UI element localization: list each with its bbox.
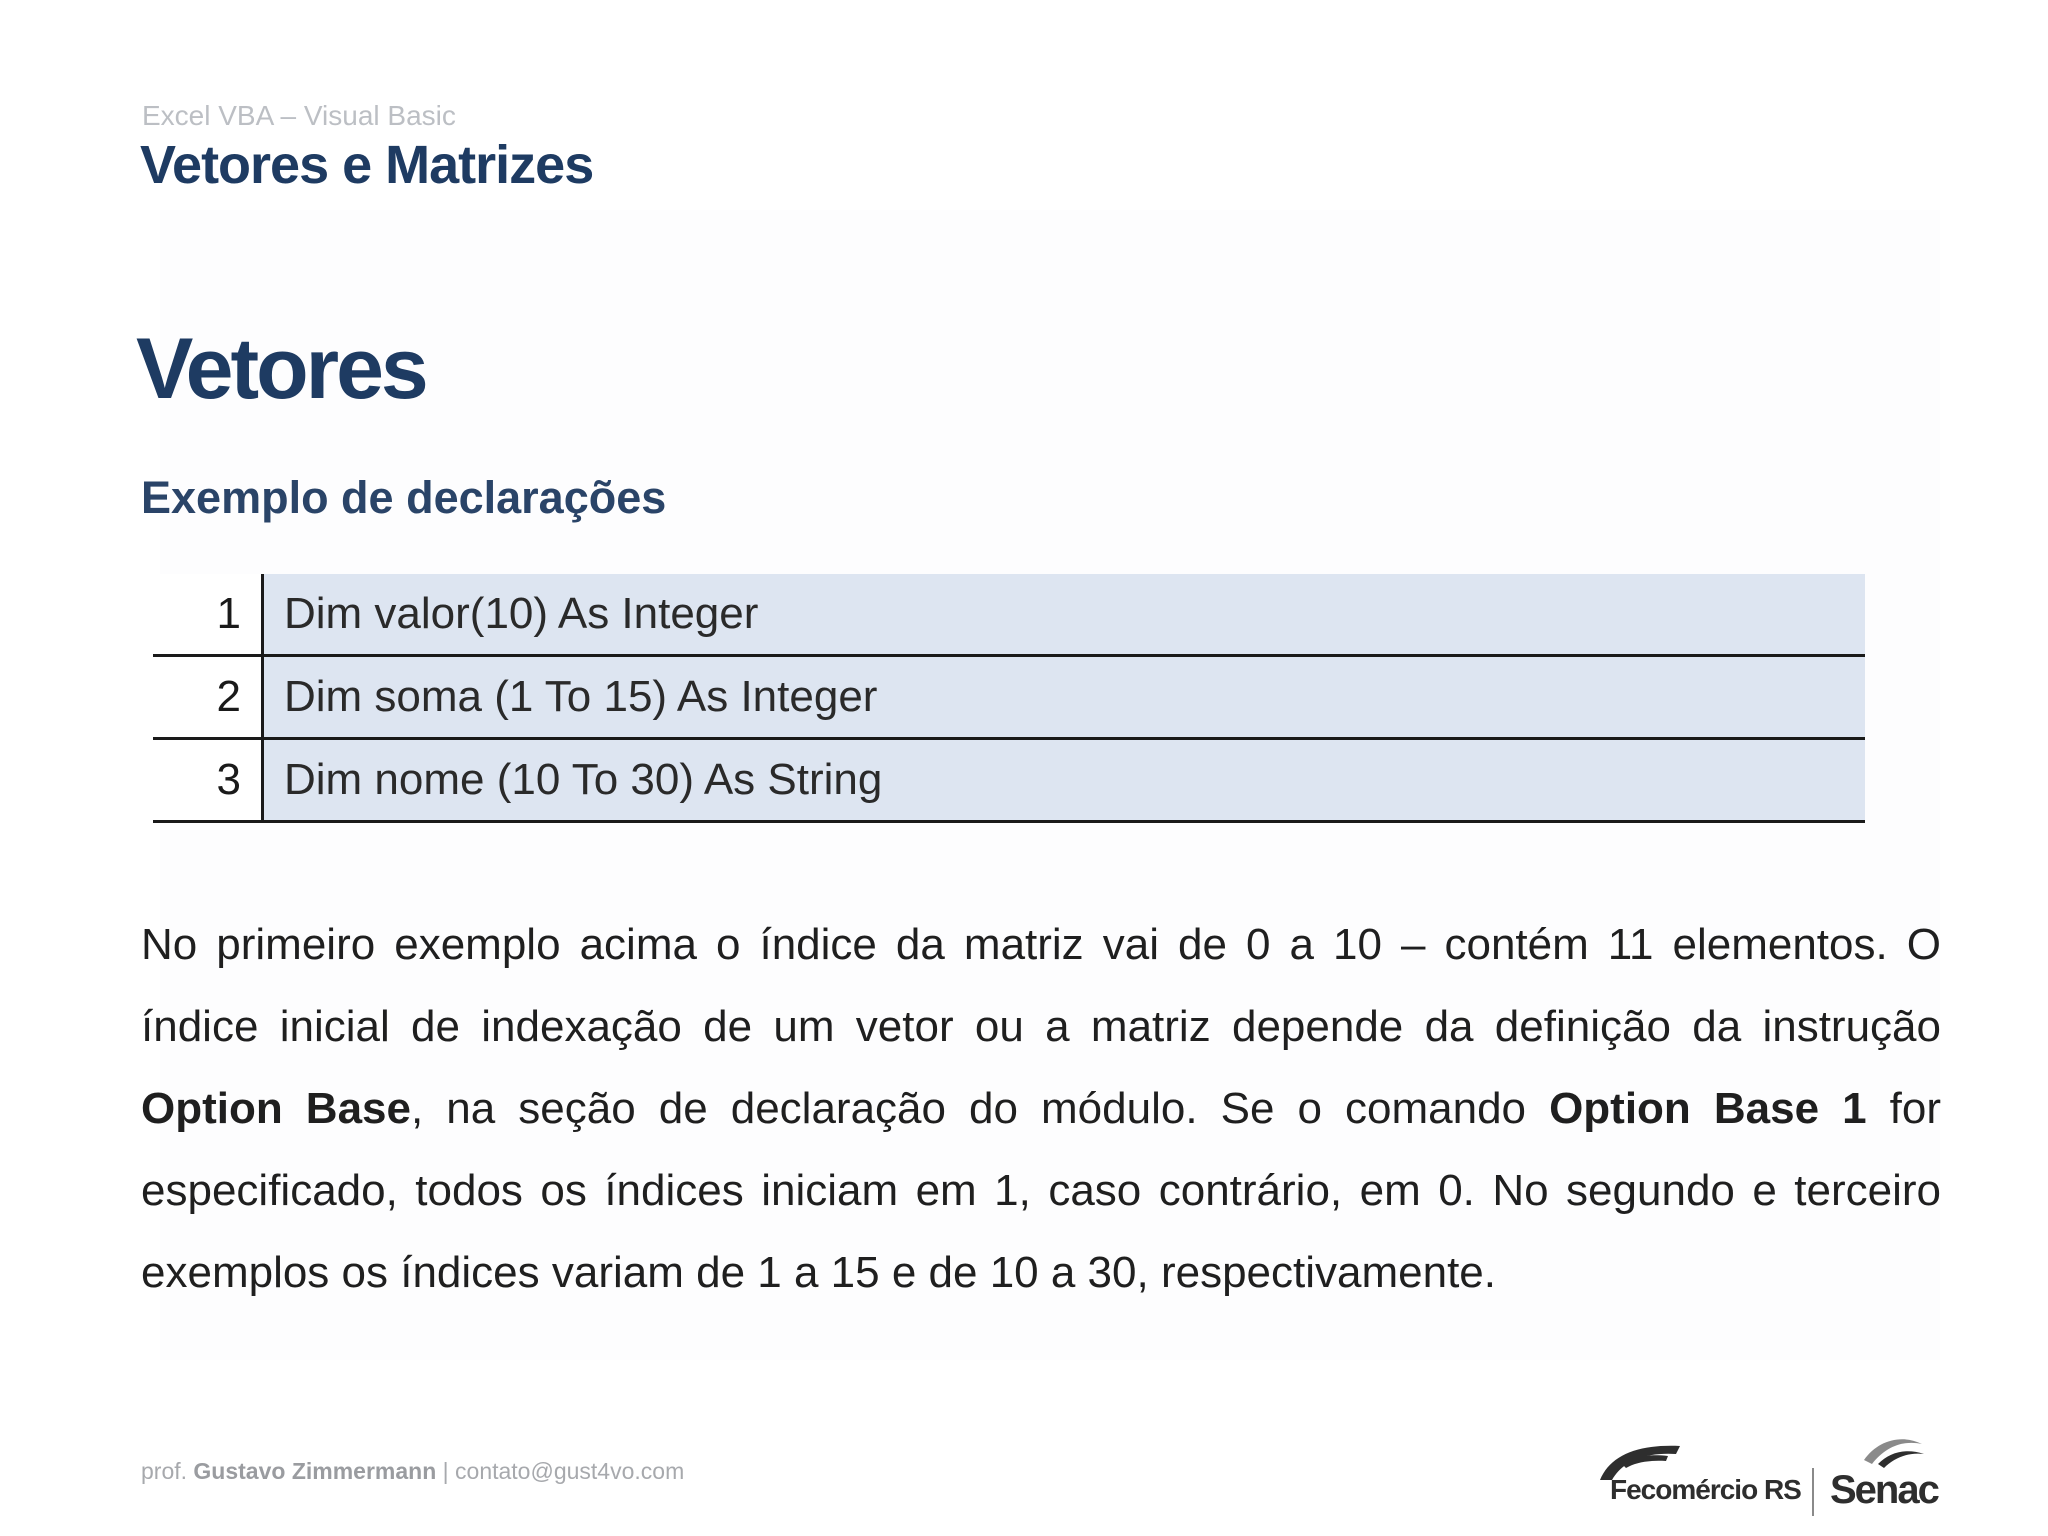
code-row	[153, 657, 1865, 740]
code-row	[153, 740, 1865, 823]
slide-subtitle: Exemplo de declarações	[141, 472, 667, 523]
keyword-option-base: Option Base	[141, 1084, 411, 1133]
paragraph-text: No primeiro exemplo acima o índice da matriz vai de 0 a 10 – contém 11 elementos. O índice inicial de indexação de um vetor ou a matriz depende da definição da instrução	[141, 920, 1941, 1051]
topic-heading: Vetores e Matrizes	[140, 135, 594, 195]
line-number: 1	[153, 574, 264, 654]
paragraph-text: for especificado, todos os índices iniciam em 1, caso contrário, em 0. No segundo e terceiro exemplos os índices variam de 1 a 15 e de 10 a 30, respectivamente.	[141, 1084, 1941, 1297]
code-line: Dim nome (10 To 30) As String	[264, 740, 1865, 820]
footer-author: Gustavo Zimmermann	[193, 1458, 437, 1484]
logo-divider	[1812, 1468, 1814, 1516]
senac-logo: Senac	[1830, 1468, 1938, 1512]
footer-prefix: prof.	[141, 1458, 194, 1484]
paragraph-text: , na seção de declaração do módulo. Se o comando	[410, 1084, 1550, 1133]
course-label: Excel VBA – Visual Basic	[142, 100, 456, 131]
explanation-paragraph	[141, 904, 1941, 1314]
footer-separator: |	[436, 1458, 456, 1484]
slide-title: Vetores	[136, 321, 426, 417]
code-line: Dim valor(10) As Integer	[264, 574, 1865, 654]
code-table	[153, 574, 1865, 823]
line-number: 3	[153, 740, 264, 820]
keyword-option-base-1: Option Base 1	[1549, 1084, 1867, 1133]
sponsor-logos	[1588, 1430, 1948, 1510]
senac-wing-icon	[1858, 1430, 1928, 1470]
fecomercio-logo: Fecomércio RS	[1610, 1474, 1801, 1505]
code-line: Dim soma (1 To 15) As Integer	[264, 657, 1865, 737]
line-number: 2	[153, 657, 264, 737]
code-row	[153, 574, 1865, 657]
footer-credits	[141, 1458, 684, 1485]
footer-contact: contato@gust4vo.com	[455, 1458, 685, 1484]
